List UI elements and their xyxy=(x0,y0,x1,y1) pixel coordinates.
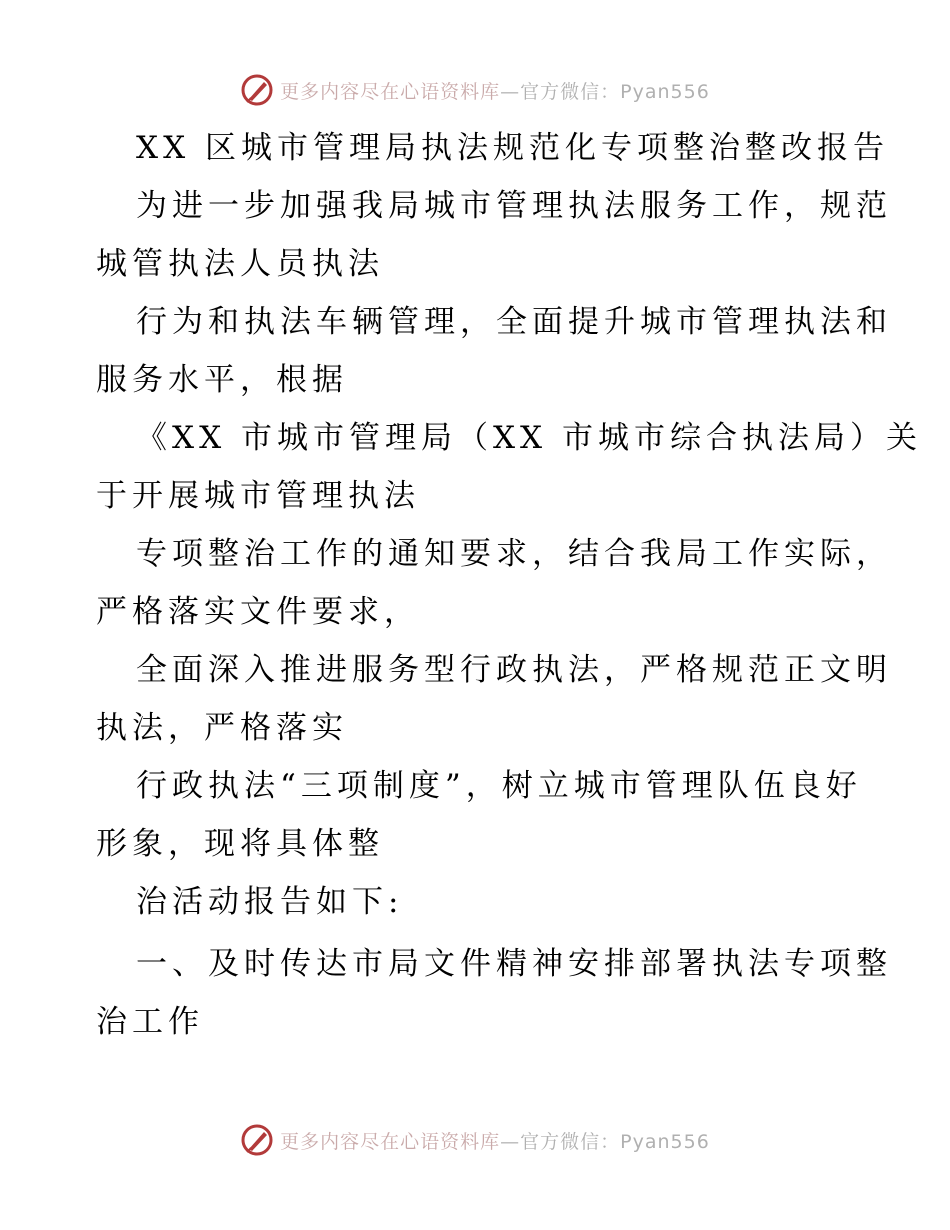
paragraph-line: 《XX 市城市管理局（XX 市城市综合执法局）关 xyxy=(136,420,922,456)
quill-pen-logo-icon xyxy=(240,73,274,107)
paragraph-line: 行为和执法车辆管理，全面提升城市管理执法和 xyxy=(136,304,892,340)
paragraph-line: 严格落实文件要求， xyxy=(96,594,420,630)
paragraph-line: 治工作 xyxy=(96,1004,204,1040)
paragraph-line: 于开展城市管理执法 xyxy=(96,478,420,514)
paragraph-line: 执法，严格落实 xyxy=(96,710,348,746)
watermark-dash: — xyxy=(500,1130,521,1153)
watermark-contact: 官方微信：Pyan556 xyxy=(520,1130,710,1153)
paragraph-line: 专项整治工作的通知要求，结合我局工作实际， xyxy=(136,536,892,572)
quill-pen-logo-icon xyxy=(240,1123,274,1157)
watermark-brand: 更多内容尽在心语资料库 xyxy=(280,80,501,103)
watermark-brand: 更多内容尽在心语资料库 xyxy=(280,1130,501,1153)
paragraph-line: 行政执法“三项制度”，树立城市管理队伍良好 xyxy=(136,768,862,804)
paragraph-line: 全面深入推进服务型行政执法，严格规范正文明 xyxy=(136,652,892,688)
paragraph-line: 城管执法人员执法 xyxy=(96,246,384,282)
header-watermark xyxy=(0,70,950,110)
footer-watermark xyxy=(0,1120,950,1160)
watermark-contact: 官方微信：Pyan556 xyxy=(520,80,710,103)
paragraph-line: 为进一步加强我局城市管理执法服务工作，规范 xyxy=(136,188,892,224)
paragraph-line: 服务水平，根据 xyxy=(96,362,348,398)
paragraph-line: 形象，现将具体整 xyxy=(96,826,384,862)
section-heading: 一、及时传达市局文件精神安排部署执法专项整 xyxy=(136,946,892,982)
document-title: XX 区城市管理局执法规范化专项整治整改报告 xyxy=(136,130,889,166)
watermark-dash: — xyxy=(500,80,521,103)
paragraph-line: 治活动报告如下: xyxy=(136,884,404,920)
